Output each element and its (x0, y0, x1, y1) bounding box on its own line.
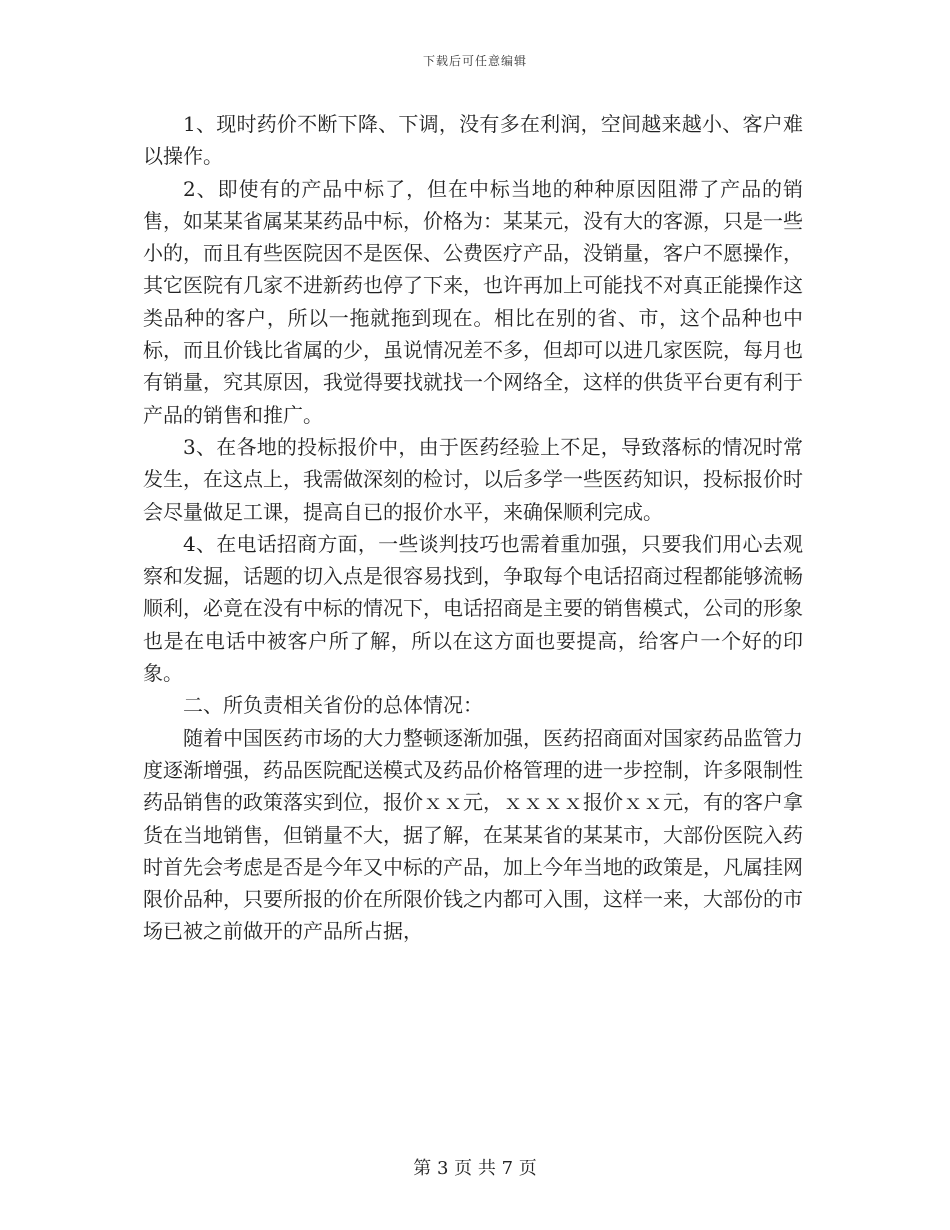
paragraph-item-4: 4、在电话招商方面，一些谈判技巧也需着重加强，只要我们用心去观察和发掘，话题的切入点是很容易找到，争取每个电话招商过程都能够流畅顺利，必竟在没有中标的情况下，电话招商是主要的销售模式，公司的形象也是在电话中被客户所了解，所以在这方面也要提高，给客户一个好的印象。 (143, 531, 803, 686)
document-body (143, 108, 803, 948)
section-heading: 二、所负责相关省份的总体情况： (183, 693, 483, 718)
page-header: 下载后可任意编辑 (422, 54, 527, 68)
paragraph-item-3: 3、在各地的投标报价中，由于医药经验上不足，导致落标的情况时常发生，在这点上，我需做深刻的检讨，以后多学一些医药知识，投标报价时会尽量做足工课，提高自已的报价水平，来确保顺利完成。 (143, 434, 803, 524)
paragraph-item-2: 2、即使有的产品中标了，但在中标当地的种种原因阻滞了产品的销售，如某某省属某某药品中标，价格为：某某元，没有大的客源，只是一些小的，而且有些医院因不是医保、公费医疗产品，没销量，客户不愿操作，其它医院有几家不进新药也停了下来，也许再加上可能找不对真正能操作这类品种的客户，所以一拖就拖到现在。相比在别的省、市，这个品种也中标，而且价钱比省属的少，虽说情况差不多，但却可以进几家医院，每月也有销量，究其原因，我觉得要找就找一个网络全，这样的供货平台更有利于产品的销售和推广。 (143, 176, 803, 427)
paragraph-overview: 随着中国医药市场的大力整顿逐渐加强，医药招商面对国家药品监管力度逐渐增强，药品医院配送模式及药品价格管理的进一步控制，许多限制性药品销售的政策落实到位，报价ｘｘ元，ｘｘｘｘ报价ｘｘ元，有的客户拿货在当地销售，但销量不大，据了解，在某某省的某某市，大部份医院入药时首先会考虑是否是今年又中标的产品，加上今年当地的政策是，凡属挂网限价品种，只要所报的价在所限价钱之内都可入围，这样一来，大部份的市场已被之前做开的产品所占据， (143, 725, 803, 944)
paragraph-item-1: 1、现时药价不断下降、下调，没有多在利润，空间越来越小、客户难以操作。 (143, 112, 803, 169)
page-footer: 第 3 页 共 7 页 (413, 1158, 537, 1179)
